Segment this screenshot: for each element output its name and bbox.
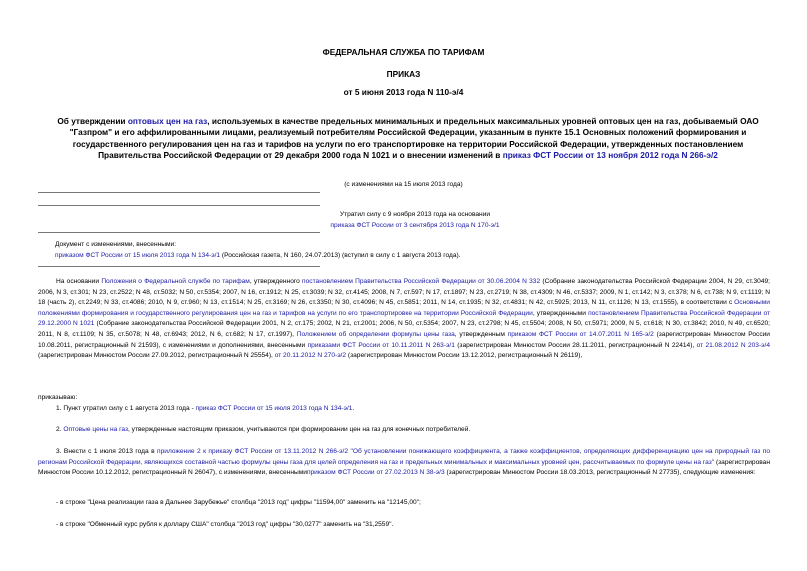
basis-text: (Собрание законодательства Российской Федерации 2004, N 29, ст.3049; 2006, N 3, ст.301; N 23, ст.2522; N 48, ст.5032; N 50, ст.5354; 2007, N 16, ст.1912; N 25, ст.3039; N 32, ст.4145; 2008, N 7, ст.597; N 17, ст.1897; N 23, ст.2719; N 38, ст.4309; N 46, ст.5337; 2009, N 1, ст.142; N 3, ст.378; N 6, ст.738; N 9, ст.1119; N 18 (часть 2), ст.2249; N 33, ст.4086; 2010, N 9, ст.960; N 13, ст.1514; N 25, ст.3169; N 26, ст.3350; N 30, ст.4096; N 45, ст.5851; 2011, N 14, ст.1935; N 32, ст.4831; N 42, ст.5925; 2013, N 11, ст.1126; N 13, ст.1555), в соответствии с	[38, 278, 770, 307]
basis-text: (Собрание законодательства Российской Федерации 2001, N 2, ст.175; 2002, N 21, ст.2001; 2006, N 50, ст.5354; 2007, N 23, ст.2798; N 45, ст.5504; 2008, N 50, ст.5971; 2009, N 5, ст.618; N 30, ст.3842; 2010, N 49, ст.6520; 2011, N 8, ст.1109; N 35, ст.5078; N 48, ст.6943; 2012, N 6, ст.682; N 17, ст.1997),	[38, 320, 770, 338]
item-1	[38, 404, 788, 415]
bullet-1: - в строке "Цена реализации газа в Дальнее Зарубежье" столбца "2013 год" цифры "11594,00" заменить на "12145,00";	[56, 499, 421, 506]
title-link-order-266[interactable]: приказ ФСТ России от 13 ноября 2012 года N 266-э/2	[502, 149, 718, 160]
basis-text: , утвержденными	[532, 309, 589, 317]
bullet-2: - в строке "Обменный курс рубля к доллару США" столбца "2013 год" цифры "30,0277" заменить на "31,2559".	[56, 521, 394, 528]
basis-paragraph	[38, 277, 770, 362]
basis-text: (зарегистрирован Минюстом России 28.11.2011, регистрационный N 22414),	[454, 341, 697, 349]
doc-type-heading: ПРИКАЗ	[386, 69, 421, 79]
changes-text: (Российская газета, N 160, 24.07.2013) (вступил в силу с 1 августа 2013 года).	[220, 251, 461, 259]
divider	[38, 266, 320, 267]
basis-link[interactable]: Положения о Федеральной службе по тарифам	[101, 278, 250, 285]
basis-text: (зарегистрирован Минюстом России 27.09.2012, регистрационный N 25554),	[38, 352, 275, 360]
item-text: .	[352, 405, 355, 412]
item-2	[38, 425, 788, 436]
basis-link[interactable]: постановлением Правительства Российской Федерации от 29.12.2000 N 1021	[38, 309, 771, 328]
title-text: Об утверждении	[57, 116, 128, 126]
date-number-heading: от 5 июня 2013 года N 110-э/4	[343, 87, 464, 97]
basis-link[interactable]: приказами ФСТ России от 10.11.2011 N 263-э/1	[307, 341, 455, 349]
item-text: 1. Пункт утратил силу с 1 августа 2013 года -	[56, 405, 196, 412]
basis-text: (зарегистрирован Минюстом России 13.12.2012, регистрационный N 26119),	[346, 352, 583, 360]
item-text: 3. Внести с 1 июля 2013 года в	[56, 448, 158, 455]
basis-link[interactable]: от 21.08.2012 N 203-э/4	[696, 341, 771, 349]
document-title	[44, 116, 772, 161]
item-link[interactable]: приказ ФСТ России от 15 июля 2013 года N 134-э/1	[195, 405, 353, 412]
changes-link[interactable]: приказом ФСТ России от 15 июля 2013 года N 134-э/1	[55, 251, 221, 259]
changes-label: Документ с изменениями, внесенными:	[55, 241, 177, 248]
item-link[interactable]: Оптовые цены на газ	[63, 426, 128, 433]
item-link[interactable]: "Об установлении понижающего коэффициента, а также коэффициентов, определяющих дифференциацию цен на природный газ по регионам Российской Федерации, являющихся составной частью формулы цены газа для целей определения на газ и предельных минимальных и максимальных уровней цен, рассчитываемых по формуле цены на газ"	[38, 448, 770, 466]
divider	[38, 205, 320, 206]
item-text: (зарегистрирован Минюстом России 10.12.2012, регистрационный N 26047), с изменениями, внесенными	[38, 458, 770, 477]
item-link[interactable]: приказом ФСТ России от 27.02.2013 N 38-э/3	[306, 469, 445, 477]
basis-link[interactable]: Положением об определении формулы цены газа	[296, 330, 455, 338]
changes-block	[55, 240, 755, 261]
basis-text: (зарегистрирован Минюстом России 10.08.2011, регистрационный N 21593), с изменениями и дополнениями, внесенными	[38, 330, 770, 349]
lost-force-note	[300, 210, 530, 231]
divider	[38, 232, 320, 233]
basis-text: , утвержденным	[454, 330, 508, 338]
basis-text: На основании	[56, 278, 102, 285]
divider	[38, 192, 320, 193]
basis-link[interactable]: Основными положениями формирования и государственного регулирования цен на газ и тарифов на услуги по его транспортировке на территории Российской Федерации	[38, 299, 770, 317]
basis-text: , утвержденного	[249, 278, 303, 285]
basis-link[interactable]: от 20.11.2012 N 270-э/2	[274, 352, 347, 360]
prikazyvayu: приказываю:	[38, 394, 78, 401]
title-link-prices[interactable]: оптовых цен на газ	[127, 116, 208, 126]
basis-link[interactable]: постановлением Правительства Российской Федерации от 30.06.2004 N 332	[302, 278, 541, 285]
item-3	[38, 447, 770, 479]
edition-note: (с изменениями на 15 июля 2013 года)	[344, 181, 463, 188]
title-text: , используемых в качестве предельных минимальных и предельных максимальных уровней оптовых цен на газ, добываемый ОАО "Газпром" и его аффилированными лицами, реализуемый потребителям Российской Федерации, указанным в пункте 15.1 Основных положений формирования и государственного регулирования цен на газ и тарифов на услуги по его транспортировке на территории Российской Федерации, утвержденных постановлением Правительства Российской Федерации от 29 декабря 2000 года N 1021 и о внесении изменений в	[69, 116, 759, 160]
item-text: (зарегистрирован Минюстом России 18.03.2013, регистрационный N 27735), следующие изменения:	[444, 469, 756, 477]
item-link[interactable]: приложение 2 к приказу ФСТ России от 13.11.2012 N 266-э/2	[157, 448, 349, 455]
item-text: , утвержденные настоящим приказом, учитываются при формировании цен на газ для конечных потребителей.	[128, 426, 471, 433]
item-text: 2.	[56, 426, 64, 433]
lost-force-text: Утратил силу с 9 ноября 2013 года на основании	[339, 211, 491, 218]
agency-heading: ФЕДЕРАЛЬНАЯ СЛУЖБА ПО ТАРИФАМ	[322, 47, 485, 57]
lost-force-link[interactable]: приказа ФСТ России от 3 сентября 2013 года N 170-э/1	[330, 221, 500, 229]
basis-link[interactable]: приказом ФСТ России от 14.07.2011 N 165-э/2	[507, 330, 654, 338]
